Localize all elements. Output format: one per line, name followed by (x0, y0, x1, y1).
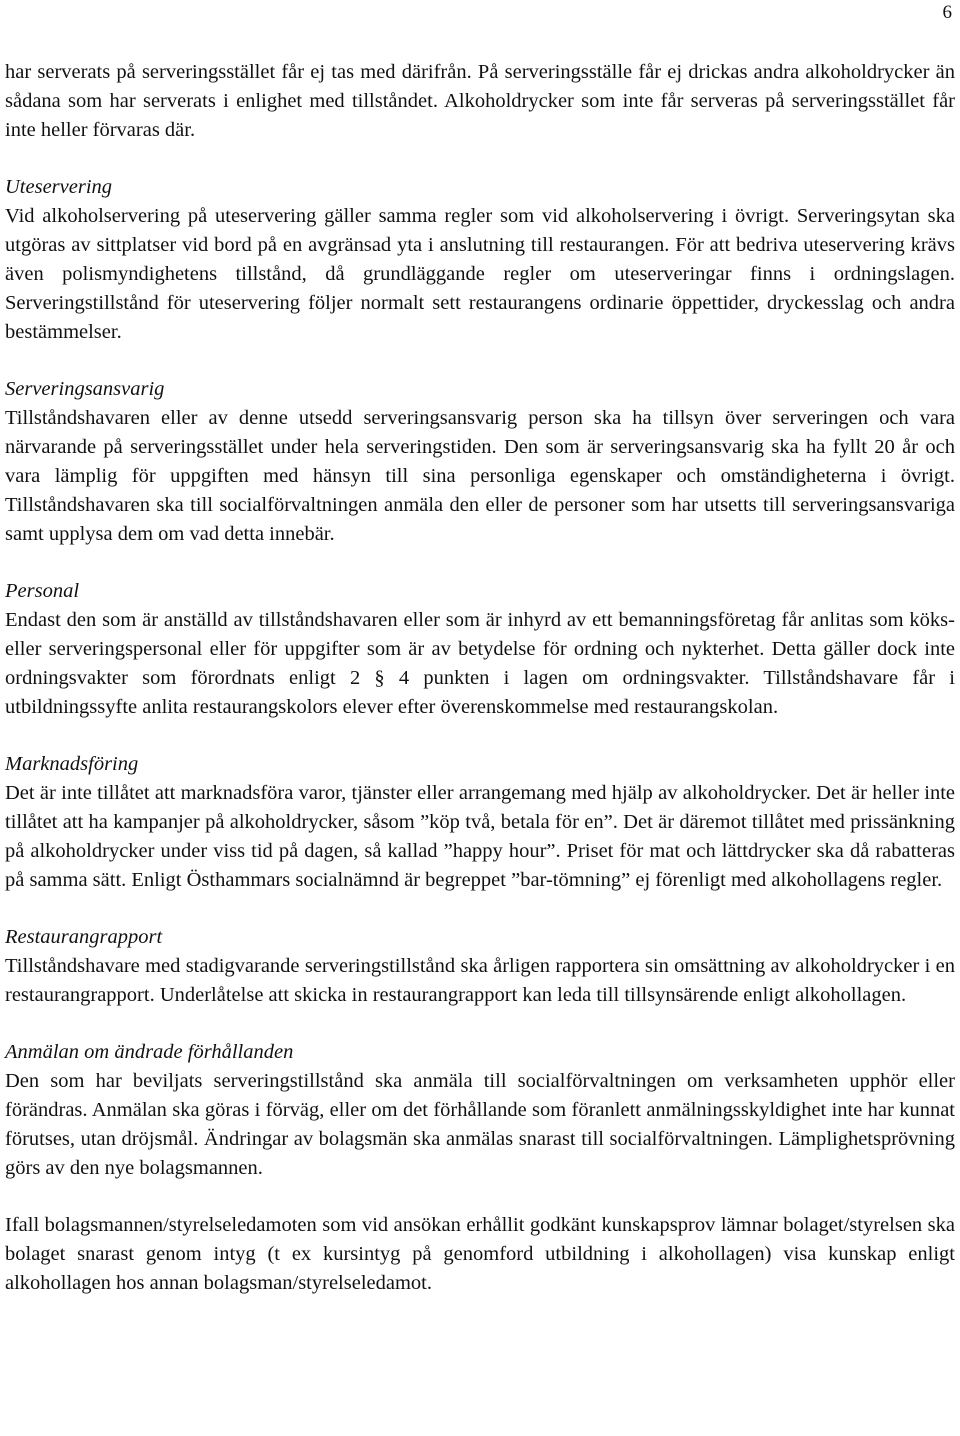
heading-serveringsansvarig: Serveringsansvarig (5, 378, 165, 400)
closing-paragraph: Ifall bolagsmannen/styrelseledamoten som vid ansökan erhållit godkänt kunskapsprov lämnar bolaget/styrelsen ska bolaget snarast genom intyg (t ex kursintyg på genomford utbildning i alkohollagen) visa kunskap enligt alkohollagen hos annan bolagsman/styrelseledamot. (5, 1214, 955, 1294)
document-body (5, 58, 955, 1298)
paragraph-uteservering: Vid alkoholservering på uteservering gäller samma regler som vid alkoholservering i övrigt. Serveringsytan ska utgöras av sittplatser vid bord på en avgränsad yta i anslutning till restaurangen. För att bedriva uteservering krävs även polismyndighetens tillstånd, då grundläggande regler om uteserveringar finns i ordningslagen. Serveringstillstånd för uteservering följer normalt sett restaurangens ordinarie öppettider, dryckesslag och andra bestämmelser. (5, 205, 955, 343)
heading-uteservering: Uteservering (5, 176, 113, 198)
heading-restaurangrapport: Restaurangrapport (5, 926, 163, 948)
paragraph-personal: Endast den som är anställd av tillståndshavaren eller som är inhyrd av ett bemanningsföretag får anlitas som köks- eller serveringspersonal eller för uppgifter som är av betydelse för ordning och nykterhet. Detta gäller dock inte ordningsvakter som förordnats enligt 2 § 4 punkten i lagen om ordningsvakter. Tillståndshavare får i utbildningssyfte anlita restaurangskolors elever efter överenskommelse med restaurangskolan. (5, 609, 955, 718)
paragraph-serveringsansvarig: Tillståndshavaren eller av denne utsedd serveringsansvarig person ska ha tillsyn över serveringen och vara närvarande på serveringsstället under hela serveringstiden. Den som är serveringsansvarig ska ha fyllt 20 år och vara lämplig för uppgiften med hänsyn till sina personliga egenskaper och omständigheterna i övrigt. Tillståndshavaren ska till socialförvaltningen anmäla den eller de personer som har utsetts till serveringsansvariga samt upplysa dem om vad detta innebär. (5, 407, 955, 545)
heading-personal: Personal (5, 580, 80, 602)
heading-marknadsforing: Marknadsföring (5, 753, 139, 775)
paragraph-andrade-forhallanden: Den som har beviljats serveringstillstånd ska anmäla till socialförvaltningen om verksamheten upphör eller förändras. Anmälan ska göras i förväg, eller om det förhållande som föranlett anmälningsskyldighet inte har kunnat förutses, utan dröjsmål. Ändringar av bolagsmän ska anmälas snarast till socialförvaltningen. Lämplighetsprövning görs av den nye bolagsmannen. (5, 1070, 955, 1179)
intro-paragraph: har serverats på serveringsstället får ej tas med därifrån. På serveringsställe får ej drickas andra alkoholdrycker än sådana som har serverats i enlighet med tillståndet. Alkoholdrycker som inte får serveras på serveringsstället får inte heller förvaras där. (5, 61, 955, 141)
paragraph-marknadsforing: Det är inte tillåtet att marknadsföra varor, tjänster eller arrangemang med hjälp av alkoholdrycker. Det är heller inte tillåtet att ha kampanjer på alkoholdrycker, såsom ”köp två, betala för en”. Det är däremot tillåtet med prissänkning på alkoholdrycker under viss tid på dagen, så kallad ”happy hour”. Priset för mat och lättdrycker ska då rabatteras på samma sätt. Enligt Östhammars socialnämnd är begreppet ”bar-tömning” ej förenligt med alkohollagens regler. (5, 782, 955, 891)
paragraph-restaurangrapport: Tillståndshavare med stadigvarande serveringstillstånd ska årligen rapportera sin omsättning av alkoholdrycker i en restaurangrapport. Underlåtelse att skicka in restaurangrapport kan leda till tillsynsärende enligt alkohollagen. (5, 955, 955, 1006)
page-number: 6 (942, 2, 952, 23)
heading-andrade-forhallanden: Anmälan om ändrade förhållanden (5, 1041, 294, 1063)
